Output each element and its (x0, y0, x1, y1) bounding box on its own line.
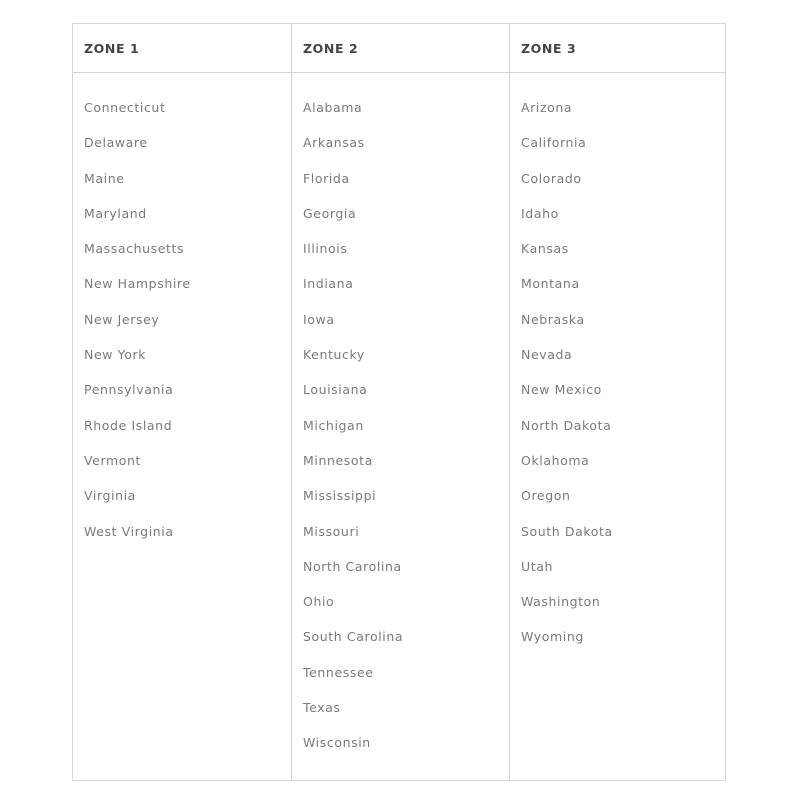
state-item: Iowa (303, 311, 335, 327)
zone-header: ZONE 2 (292, 24, 509, 73)
state-item: Kentucky (303, 347, 365, 363)
state-item: Washington (521, 594, 601, 610)
state-item: Montana (521, 276, 580, 292)
state-item: Kansas (521, 241, 569, 257)
state-item: New Hampshire (84, 276, 191, 292)
state-item: New Jersey (84, 311, 160, 327)
state-item: Vermont (84, 452, 142, 468)
state-item: Indiana (303, 276, 354, 292)
state-item: Mississippi (303, 488, 377, 504)
state-item: Maine (84, 170, 125, 186)
state-item: Utah (521, 558, 554, 574)
state-item: Colorado (521, 170, 582, 186)
state-item: Texas (303, 700, 341, 716)
state-item: Nebraska (521, 311, 585, 327)
state-item: Nevada (521, 347, 573, 363)
state-item: Idaho (521, 205, 559, 221)
state-item: Minnesota (303, 452, 373, 468)
state-item: Pennsylvania (84, 382, 174, 398)
state-item: North Carolina (303, 558, 402, 574)
state-item: Rhode Island (84, 417, 173, 433)
state-item: Oregon (521, 488, 571, 504)
state-item: Wyoming (521, 629, 584, 645)
state-item: North Dakota (521, 417, 612, 433)
state-item: Michigan (303, 417, 364, 433)
state-item: Arkansas (303, 135, 365, 151)
state-list (292, 73, 509, 769)
state-item: West Virginia (84, 523, 174, 539)
state-item: Maryland (84, 205, 147, 221)
state-item: Virginia (84, 488, 136, 504)
zone-header: ZONE 1 (73, 24, 291, 73)
state-item: California (521, 135, 587, 151)
state-item: Alabama (303, 100, 363, 115)
state-item: Missouri (303, 523, 360, 539)
state-item: South Carolina (303, 629, 404, 645)
state-item: Louisiana (303, 382, 368, 398)
state-item: Massachusetts (84, 241, 185, 257)
state-item: Georgia (303, 205, 357, 221)
zone-header: ZONE 3 (510, 24, 725, 73)
state-item: Connecticut (84, 100, 166, 115)
state-item: Tennessee (303, 664, 374, 680)
state-item: Wisconsin (303, 735, 371, 751)
state-item: New York (84, 347, 147, 363)
state-item: New Mexico (521, 382, 602, 398)
state-list (510, 73, 725, 663)
state-item: Arizona (521, 100, 573, 115)
zone-column-3 (509, 24, 725, 780)
zone-column-1 (73, 24, 291, 780)
state-item: Delaware (84, 135, 148, 151)
zone-table (72, 23, 726, 781)
zone-column-2 (291, 24, 509, 780)
state-item: Oklahoma (521, 452, 590, 468)
state-item: South Dakota (521, 523, 613, 539)
state-list (73, 73, 291, 557)
state-item: Illinois (303, 241, 348, 257)
state-item: Ohio (303, 594, 335, 610)
state-item: Florida (303, 170, 350, 186)
